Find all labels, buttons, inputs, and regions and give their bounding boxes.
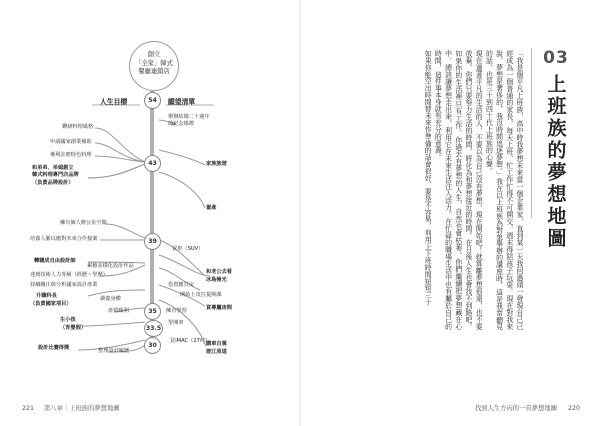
- chapter-number: 03: [543, 48, 569, 68]
- wish-item: 家族旅遊: [206, 161, 227, 167]
- left-chapter-footer: 第八章｜上班族的夢想地圖: [44, 405, 120, 412]
- life-goals-heading: 人生目標: [100, 98, 128, 106]
- bubble-line-3: 餐廳連鎖店: [138, 68, 170, 75]
- wish-item: 開始上皮拉提斯課: [180, 292, 222, 298]
- bubble-line-2: 「全家」韓式: [135, 59, 173, 67]
- running-head: 找到人生方向的一頁夢想地圖: [475, 405, 557, 412]
- wish-item: 遊江原道: [206, 349, 227, 355]
- age-node: 33.5: [144, 320, 163, 337]
- wish-item: 買專屬房間: [206, 305, 232, 311]
- bubble-line-1: 創立: [147, 51, 161, 58]
- goal-item: 持續關注與分析國家設計產業: [30, 282, 98, 288]
- wish-item: 擁有學習: [166, 308, 187, 314]
- goal-item: 韓式料理專門店品牌: [32, 172, 79, 178]
- age-node: 43: [144, 155, 161, 172]
- chapter-title: 上班族的夢想地圖: [544, 74, 567, 250]
- goal-item: 設計比賽得獎: [38, 345, 70, 351]
- age-node: 35: [144, 303, 161, 320]
- start-bubble: [129, 41, 179, 91]
- wish-item: 置產: [206, 205, 217, 211]
- wish-item: 的紀念婚禮: [168, 121, 194, 127]
- age-node: 54: [144, 92, 161, 109]
- goal-item: （育嬰假）: [60, 325, 86, 331]
- wish-item: 和老公去看: [206, 269, 232, 275]
- right-page-number: 220: [568, 405, 581, 412]
- goal-item: （負責品牌設計）: [32, 180, 74, 186]
- goal-item: 擁有個人辦公室空間: [60, 220, 107, 226]
- paragraph: 如果你能空出時間替未來作準備的話會很好，要是不容易，利用上下班時間短短三十: [423, 50, 432, 306]
- goal-item: 產假順利: [108, 308, 129, 314]
- wish-item: 冰島極光: [206, 277, 227, 283]
- goal-item: （負責國家項目）: [30, 301, 72, 307]
- wish-item: 舉辦結婚二十週年: [168, 114, 210, 120]
- wish-item: 買iMAC（27吋）: [170, 338, 211, 344]
- age-node: 30: [144, 337, 161, 354]
- chapter-divider: [531, 48, 532, 218]
- paragraph: 「我是個平凡上班族，高中時我夢想未來當一個企業家，直到某一天我回過頭一發現自己已經成為一個普通的家長，每天上班、忙工作忙得不可開交，週末得陪孩子玩耍。現在對我來說，夢想是奢侈的，我沒時間追逐夢想。」我在以上班族為對象舉辦的講座時，這是我常聽見的話。也是三十到四十代上班族的心聲。: [484, 50, 523, 330]
- wish-item: 買車（SUV）: [172, 246, 204, 252]
- goal-item: 培養人脈以應對未來合作接案: [30, 236, 98, 242]
- right-page: [300, 0, 600, 426]
- goal-item: 轉職成自由設計師: [34, 258, 76, 264]
- age-node: 39: [144, 233, 161, 250]
- goal-item: 調養身體: [100, 296, 121, 302]
- paragraph: 現在過著平凡的生活的人，不要以為自己沒有夢想，現在開始吧！就算離夢想很遠，也不要放棄。你們只要努力生活的時間，將化為和夢想接近的時間。在日後人生也會找不到路吧。如果你的生活裡只有工作。你過去有夢想的人生，自然也會枯萎。你們繼續把夢想藏在心中，總該讓夢想走出來，利用它在未來生活注入活力。在忙碌的職場生活中也有屬於自己的時間，這件事本身就有充分的意義。: [433, 50, 483, 330]
- goal-item: 和弟弟、弟媳創立: [32, 165, 74, 171]
- left-page-number: 221: [22, 405, 35, 412]
- goal-item: 達到技術人力等級（經歷・學歷）: [30, 272, 108, 278]
- wish-item: 學開車: [168, 320, 184, 326]
- goal-item: 申請國家創業補助: [50, 139, 92, 145]
- goal-item: 鑽研料理風格: [62, 124, 94, 130]
- goal-item: 升職科長: [36, 293, 57, 299]
- wish-list-heading: 願望清單: [168, 98, 196, 106]
- wish-item: 購車自駕: [206, 341, 227, 347]
- goal-item: 生小孩: [60, 317, 76, 323]
- body-text: [338, 50, 524, 330]
- wish-item: 伤置寶貝房: [168, 282, 194, 288]
- chapter-heading: [538, 48, 574, 254]
- goal-item: 整理設計履歷: [98, 348, 130, 354]
- goal-item: 專利註冊特色料理: [50, 152, 92, 158]
- goal-item: 累積多樣化設計作品: [87, 263, 134, 269]
